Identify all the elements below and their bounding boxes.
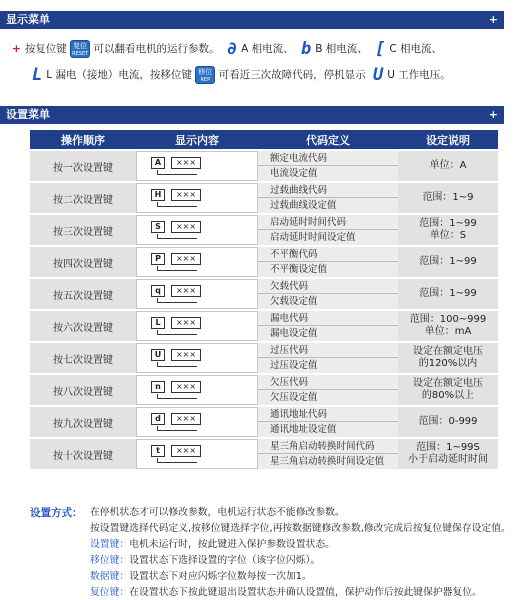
lcd-display-icon <box>145 281 249 305</box>
lcd-display-icon <box>145 345 249 369</box>
lcd-code-char: P <box>151 253 165 265</box>
operation-cell: 按八次设置键 <box>30 375 136 405</box>
code-value-line: 星三角启动转换时间设定值 <box>270 456 385 467</box>
code-value-line: 欠压设定值 <box>270 392 318 403</box>
header-display-content: 显示内容 <box>136 130 258 149</box>
segment-b-icon: b <box>300 39 312 59</box>
setting-description-cell: 设定在额定电压 的120%以内 <box>398 343 498 373</box>
setting-description-cell: 范围：1~9 <box>398 183 498 213</box>
lcd-value: ××× <box>171 317 201 329</box>
method-line: 数据键：设置状态下对应闪烁字位数每按一次加1。 <box>90 571 312 582</box>
code-definition-line: 欠压代码 <box>258 375 398 390</box>
code-definition-line: 过压代码 <box>258 343 398 358</box>
header-operation-order: 操作顺序 <box>30 130 136 149</box>
operation-cell: 按六次设置键 <box>30 311 136 341</box>
table-row <box>30 151 498 181</box>
code-definition-cell <box>258 311 398 341</box>
code-value-line: 欠载设定值 <box>270 296 318 307</box>
lcd-display-icon <box>145 153 249 177</box>
operation-cell: 按十次设置键 <box>30 439 136 469</box>
lcd-code-char: L <box>151 317 165 329</box>
display-menu-title: 显示菜单 <box>6 13 50 26</box>
code-definition-cell <box>258 247 398 277</box>
table-row <box>30 375 498 405</box>
code-value-line: 电流设定值 <box>270 168 318 179</box>
display-cell <box>136 279 258 309</box>
method-line: 按设置键选择代码定义,按移位键选择字位,再按数据键修改参数,修改完成后按复位键保存设定值。 <box>90 523 511 534</box>
display-cell <box>136 311 258 341</box>
reset-key-icon: 复位 RESET <box>72 42 89 57</box>
lcd-value: ××× <box>171 413 201 425</box>
setting-description-cell: 范围：0-999 <box>398 407 498 437</box>
code-definition-line: 星三角启动转换时间代码 <box>258 439 398 454</box>
code-definition-cell <box>258 375 398 405</box>
lcd-display-icon <box>145 441 249 465</box>
lcd-value: ××× <box>171 221 201 233</box>
display-intro-line-1: + 按复位键 复位 RESET 可以翻看电机的运行参数。 ∂ A 相电流、 b B 相电流、 [ C 相电流、 <box>12 39 443 59</box>
lcd-display-icon <box>145 185 249 209</box>
table-row <box>30 247 498 277</box>
settings-menu-title: 设置菜单 <box>6 108 50 121</box>
lcd-code-char: H <box>151 189 165 201</box>
lcd-display-icon <box>145 409 249 433</box>
setting-description-cell: 范围：1~99 <box>398 279 498 309</box>
code-definition-cell <box>258 439 398 469</box>
method-line: 移位键：设置状态下选择设置的字位（该字位闪烁）。 <box>90 555 321 566</box>
code-definition-line: 启动延时时间代码 <box>258 215 398 230</box>
shift-key-icon: 移位 REP <box>195 66 215 84</box>
lcd-display-icon <box>145 377 249 401</box>
settings-menu-expand-icon[interactable]: + <box>488 108 498 121</box>
code-value-line: 过载曲线设定值 <box>270 200 337 211</box>
settings-table <box>30 128 498 471</box>
operation-cell: 按九次设置键 <box>30 407 136 437</box>
setting-description-cell: 单位：A <box>398 151 498 181</box>
header-code-definition: 代码定义 <box>258 130 398 149</box>
code-definition-line: 额定电流代码 <box>258 151 398 166</box>
operation-cell: 按五次设置键 <box>30 279 136 309</box>
lcd-code-char: n <box>151 381 165 393</box>
code-definition-line: 欠载代码 <box>258 279 398 294</box>
lcd-code-char: A <box>151 157 165 169</box>
code-definition-cell <box>258 343 398 373</box>
code-definition-cell <box>258 183 398 213</box>
lcd-value: ××× <box>171 445 201 457</box>
lcd-code-char: d <box>151 413 165 425</box>
setting-description-cell: 范围：1~99 <box>398 247 498 277</box>
display-cell <box>136 183 258 213</box>
setting-method-title: 设置方式： <box>30 507 83 519</box>
lcd-value: ××× <box>171 285 201 297</box>
operation-cell: 按二次设置键 <box>30 183 136 213</box>
table-row <box>30 343 498 373</box>
lcd-display-icon <box>145 313 249 337</box>
lcd-value: ××× <box>171 381 201 393</box>
code-definition-cell <box>258 151 398 181</box>
table-row <box>30 215 498 245</box>
display-cell <box>136 375 258 405</box>
lcd-value: ××× <box>171 189 201 201</box>
code-value-line: 不平衡设定值 <box>270 264 328 275</box>
code-definition-line: 过载曲线代码 <box>258 183 398 198</box>
code-definition-cell <box>258 407 398 437</box>
code-value-line: 启动延时时间设定值 <box>270 232 356 243</box>
display-cell <box>136 151 258 181</box>
code-definition-cell <box>258 215 398 245</box>
display-intro-line-2: L L 漏电（接地）电流，按移位键 移位 REP 可看近三次故障代码，停机显示 U U 工作电压。 <box>32 65 451 85</box>
lcd-display-icon <box>145 217 249 241</box>
lcd-value: ××× <box>171 349 201 361</box>
table-row <box>30 279 498 309</box>
method-line: 复位键：在设置状态下按此键退出设置状态并确认设置值，保护动作后按此键保护器复位。 <box>90 587 482 598</box>
table-row <box>30 311 498 341</box>
code-definition-line: 不平衡代码 <box>258 247 398 262</box>
lcd-value: ××× <box>171 253 201 265</box>
setting-description-cell: 范围：1~99 单位：S <box>398 215 498 245</box>
display-menu-expand-icon[interactable]: + <box>488 13 498 26</box>
code-value-line: 过压设定值 <box>270 360 318 371</box>
display-cell <box>136 407 258 437</box>
method-line: 在停机状态才可以修改参数，电机运行状态不能修改参数。 <box>90 507 345 518</box>
segment-l-icon: L <box>32 65 43 85</box>
segment-a-icon: ∂ <box>226 39 238 59</box>
settings-menu-header <box>0 106 504 124</box>
operation-cell: 按一次设置键 <box>30 151 136 181</box>
table-row <box>30 439 498 469</box>
lcd-value: ××× <box>171 157 201 169</box>
segment-c-icon: [ <box>375 39 386 59</box>
lcd-code-char: S <box>151 221 165 233</box>
setting-description-cell: 范围：100~999 单位：mA <box>398 311 498 341</box>
code-value-line: 通讯地址设定值 <box>270 424 337 435</box>
code-definition-line: 通讯地址代码 <box>258 407 398 422</box>
setting-description-cell: 范围：1~99S 小于启动延时时间 <box>398 439 498 469</box>
display-cell <box>136 343 258 373</box>
lcd-code-char: q <box>151 285 165 297</box>
display-menu-header <box>0 11 504 29</box>
operation-cell: 按四次设置键 <box>30 247 136 277</box>
operation-cell: 按三次设置键 <box>30 215 136 245</box>
display-cell <box>136 247 258 277</box>
lcd-code-char: U <box>151 349 165 361</box>
method-line: 设置键：电机未运行时，按此键进入保护参数设置状态。 <box>90 539 335 550</box>
code-definition-line: 漏电代码 <box>258 311 398 326</box>
header-setting-description: 设定说明 <box>398 130 498 149</box>
lcd-code-char: t <box>151 445 165 457</box>
segment-u-icon: U <box>372 65 384 85</box>
table-row <box>30 183 498 213</box>
display-cell <box>136 439 258 469</box>
table-row <box>30 407 498 437</box>
code-definition-cell <box>258 279 398 309</box>
lcd-display-icon <box>145 249 249 273</box>
setting-description-cell: 设定在额定电压 的80%以上 <box>398 375 498 405</box>
operation-cell: 按七次设置键 <box>30 343 136 373</box>
code-value-line: 漏电设定值 <box>270 328 318 339</box>
display-cell <box>136 215 258 245</box>
